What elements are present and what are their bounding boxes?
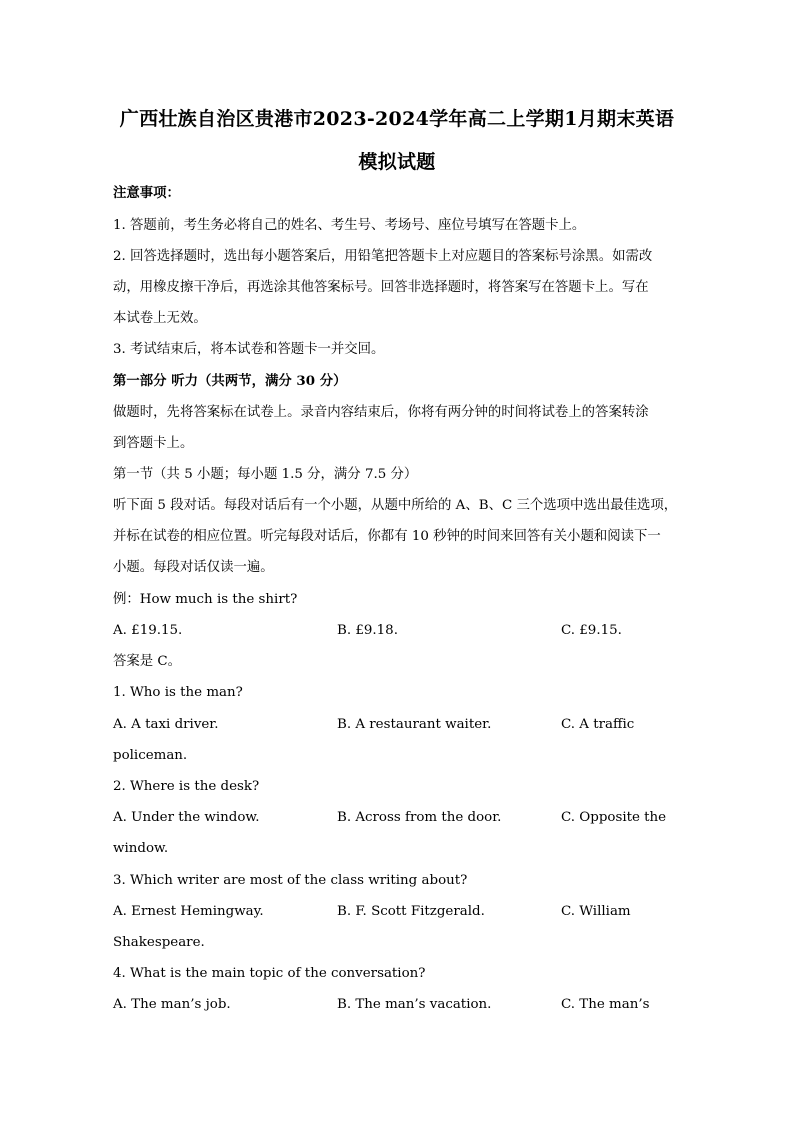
option-b: B. The man’s vacation. xyxy=(337,997,492,1012)
option-a: A. A taxi driver. xyxy=(113,717,219,732)
example-option-a: A. £19.15. xyxy=(113,623,183,638)
option-c: C. William xyxy=(561,904,631,919)
section1-intro-line: 小题。每段对话仅读一遍。 xyxy=(113,560,274,575)
example-question: 例：How much is the shirt? xyxy=(113,592,298,607)
option-c: C. Opposite the xyxy=(561,810,667,825)
part1-intro-line: 到答题卡上。 xyxy=(113,436,194,451)
option-c-wrap: policeman. xyxy=(113,748,188,763)
notice-item: 本试卷上无效。 xyxy=(113,311,207,326)
question-text: 1. Who is the man? xyxy=(113,685,243,700)
part1-intro-line: 做题时，先将答案标在试卷上。录音内容结束后，你将有两分钟的时间将试卷上的答案转涂 xyxy=(113,405,649,420)
example-answer: 答案是 C。 xyxy=(113,654,182,669)
option-b: B. A restaurant waiter. xyxy=(337,717,492,732)
notice-heading: 注意事项： xyxy=(113,185,180,201)
notice-item: 3. 考试结束后，将本试卷和答题卡一并交回。 xyxy=(113,342,385,357)
section1-heading: 第一节（共 5 小题；每小题 1.5 分，满分 7.5 分） xyxy=(113,467,418,482)
document-title-line2: 模拟试题 xyxy=(358,151,436,173)
option-c-wrap: Shakespeare. xyxy=(113,935,205,950)
notice-item: 2. 回答选择题时，选出每小题答案后，用铅笔把答题卡上对应题目的答案标号涂黑。如需改 xyxy=(113,249,653,264)
question-text: 3. Which writer are most of the class writing about? xyxy=(113,873,468,888)
option-a: A. Ernest Hemingway. xyxy=(113,904,264,919)
document-title-line1: 广西壮族自治区贵港市2023-2024学年高二上学期1月期末英语 xyxy=(119,108,675,130)
option-a: A. Under the window. xyxy=(113,810,260,825)
question-text: 2. Where is the desk? xyxy=(113,779,260,794)
option-a: A. The man’s job. xyxy=(113,997,231,1012)
option-c: C. A traffic xyxy=(561,717,635,732)
part1-heading: 第一部分 听力（共两节，满分 30 分） xyxy=(113,373,347,389)
notice-item: 动，用橡皮擦干净后，再选涂其他答案标号。回答非选择题时，将答案写在答题卡上。写在 xyxy=(113,280,649,295)
option-b: B. Across from the door. xyxy=(337,810,502,825)
section1-intro-line: 听下面 5 段对话。每段对话后有一个小题，从题中所给的 A、B、C 三个选项中选出最佳选项， xyxy=(113,498,678,513)
option-c: C. The man’s xyxy=(561,997,650,1012)
question-text: 4. What is the main topic of the conversation? xyxy=(113,966,426,981)
option-c-wrap: window. xyxy=(113,841,169,856)
notice-item: 1. 答题前，考生务必将自己的姓名、考生号、考场号、座位号填写在答题卡上。 xyxy=(113,218,586,233)
section1-intro-line: 并标在试卷的相应位置。听完每段对话后，你都有 10 秒钟的时间来回答有关小题和阅读下一 xyxy=(113,529,661,544)
option-b: B. F. Scott Fitzgerald. xyxy=(337,904,485,919)
example-option-b: B. £9.18. xyxy=(337,623,398,638)
example-option-c: C. £9.15. xyxy=(561,623,622,638)
